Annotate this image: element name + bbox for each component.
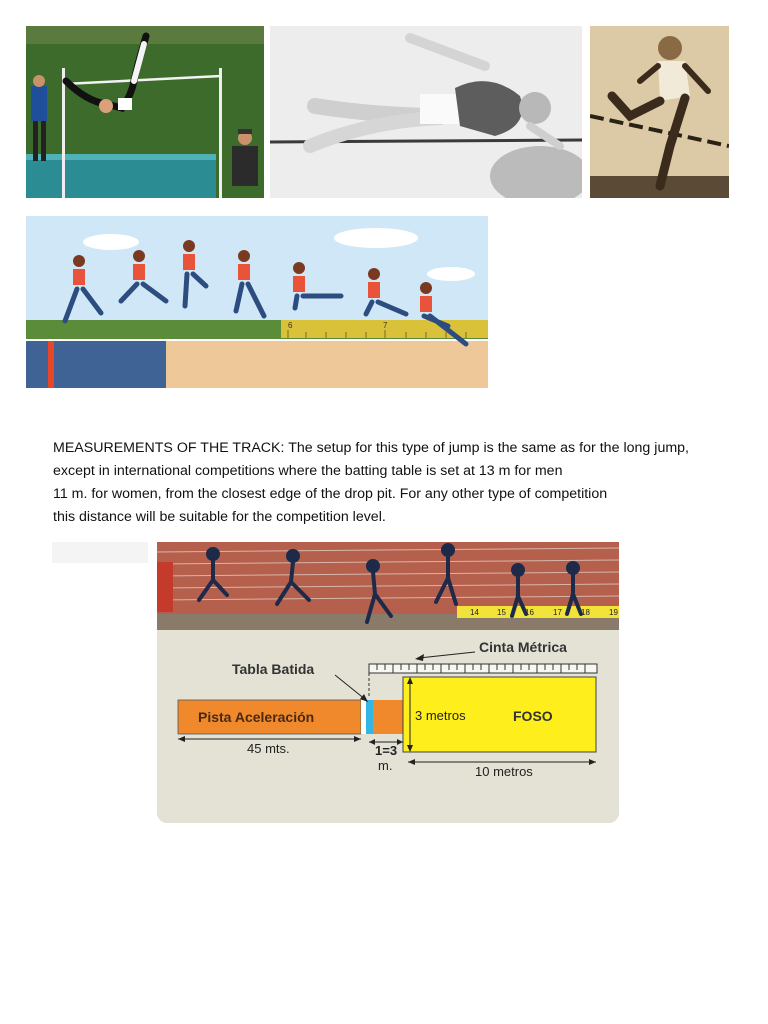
ruler-mark-7: 7 xyxy=(383,321,388,330)
triple-jump-track-photo xyxy=(157,542,619,630)
board-number-14: 14 xyxy=(470,608,479,617)
board-label: Tabla Batida xyxy=(232,661,315,677)
diagram-art xyxy=(157,630,619,823)
board-number-19: 19 xyxy=(609,608,618,617)
board-number-18: 18 xyxy=(581,608,590,617)
triple-jump-illustration xyxy=(26,216,488,388)
paragraph-line-4: this distance will be suitable for the competition level. xyxy=(53,509,386,525)
ruler-mark-6: 6 xyxy=(288,321,293,330)
pit-label: FOSO xyxy=(513,708,553,724)
board-number-15: 15 xyxy=(497,608,506,617)
paragraph-line-1: MEASUREMENTS OF THE TRACK: The setup for this type of jump is the same as for the long jump, xyxy=(53,440,689,456)
tape-label: Cinta Métrica xyxy=(479,639,567,655)
pit-width-label: 3 metros xyxy=(415,708,466,723)
high-jump-photo-sepia xyxy=(590,26,729,198)
high-jump-photo-bw xyxy=(270,26,582,198)
high-jump-photo-color-art xyxy=(26,26,264,198)
paragraph-line-2: except in international competitions where the batting table is set at 13 m for men xyxy=(53,463,563,479)
runway-label: Pista Aceleración xyxy=(198,709,315,725)
paragraph-line-3: 11 m. for women, from the closest edge of the drop pit. For any other type of competition xyxy=(53,486,608,502)
high-jump-photo-color xyxy=(26,26,264,198)
placeholder-box xyxy=(52,542,148,563)
gap-label-line-2: m. xyxy=(378,758,393,773)
pit-length-label: 10 metros xyxy=(475,764,533,779)
triple-jump-illustration-art xyxy=(26,216,488,388)
triple-jump-track-photo-art xyxy=(157,542,619,630)
measuring-tape xyxy=(369,664,597,673)
gap-label-line-1: 1=3 xyxy=(375,743,398,758)
high-jump-photo-bw-art xyxy=(270,26,582,198)
triple-jump-track-diagram xyxy=(157,630,619,823)
high-jump-photo-sepia-art xyxy=(590,26,729,198)
board-number-17: 17 xyxy=(553,608,562,617)
board-number-16: 16 xyxy=(525,608,534,617)
track-measurements-paragraph xyxy=(53,437,689,529)
takeoff-board xyxy=(366,700,373,734)
runway-length-label: 45 mts. xyxy=(247,741,290,756)
